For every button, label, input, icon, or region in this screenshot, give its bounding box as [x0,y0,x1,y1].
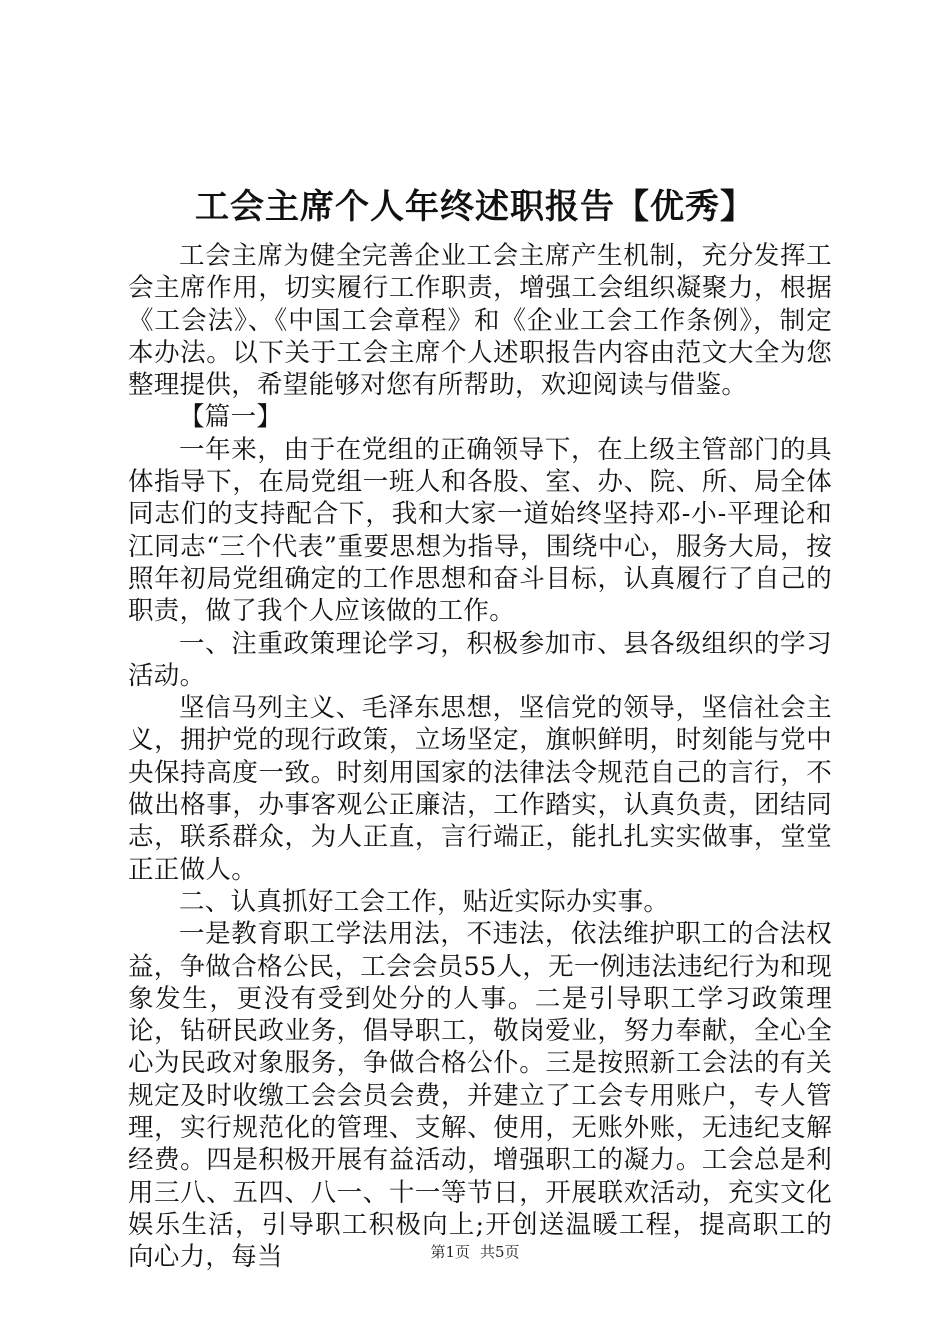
intro-paragraph: 工会主席为健全完善企业工会主席产生机制，充分发挥工会主席作用，切实履行工作职责，增强工会组织凝聚力，根据《工会法》、《中国工会章程》和《企业工会工作条例》，制定本办法。以下关于工会主席个人述职报告内容由范文大全为您整理提供，希望能够对您有所帮助，欢迎阅读与借鉴。 [128,241,832,401]
document-title: 工会主席个人年终述职报告【优秀】 [195,187,755,227]
section-heading-part-one: 【篇一】 [179,402,283,433]
subheading-paragraph: 二、认真抓好工会工作，贴近实际办实事。 [179,886,670,917]
page-number: 第1页 [430,1243,470,1261]
document-body [128,240,832,1274]
body-paragraph: 坚信马列主义、毛泽东思想，坚信党的领导，坚信社会主义，拥护党的现行政策，立场坚定，旗帜鲜明，时刻能与党中央保持高度一致。时刻用国家的法律法令规范自己的言行，不做出格事，办事客观公正廉洁，工作踏实，认真负责，团结同志，联系群众，为人正直，言行端正，能扎扎实实做事，堂堂正正做人。 [128,693,832,885]
body-paragraph: 一年来，由于在党组的正确领导下，在上级主管部门的具体指导下，在局党组一班人和各股、室、办、院、所、局全体同志们的支持配合下，我和大家一道始终坚持邓-小-平理论和江同志“三个代表”重要思想为指导，围绕中心，服务大局，按照年初局党组确定的工作思想和奋斗目标，认真履行了自己的职责，做了我个人应该做的工作。 [128,434,832,627]
page-footer [0,1242,950,1262]
page-total: 共5页 [480,1243,520,1261]
body-paragraph: 一是教育职工学法用法，不违法，依法维护职工的合法权益，争做合格公民，工会会员55人，无一例违法违纪行为和现象发生，更没有受到处分的人事。二是引导职工学习政策理论，钻研民政业务，倡导职工，敬岗爱业，努力奉献，全心全心为民政对象服务，争做合格公仆。三是按照新工会法的有关规定及时收缴工会会员会费，并建立了工会专用账户，专人管理，实行规范化的管理、支解、使用，无账外账，无违纪支解经费。四是积极开展有益活动，增强职工的凝力。工会总是利用三八、五四、八一、十一等节日，开展联欢活动，充实文化娱乐生活，引导职工积极向上;开创送温暖工程，提高职工的向心力，每当 [128,919,832,1273]
subheading-paragraph: 一、注重政策理论学习，积极参加市、县各级组织的学习活动。 [128,628,832,691]
